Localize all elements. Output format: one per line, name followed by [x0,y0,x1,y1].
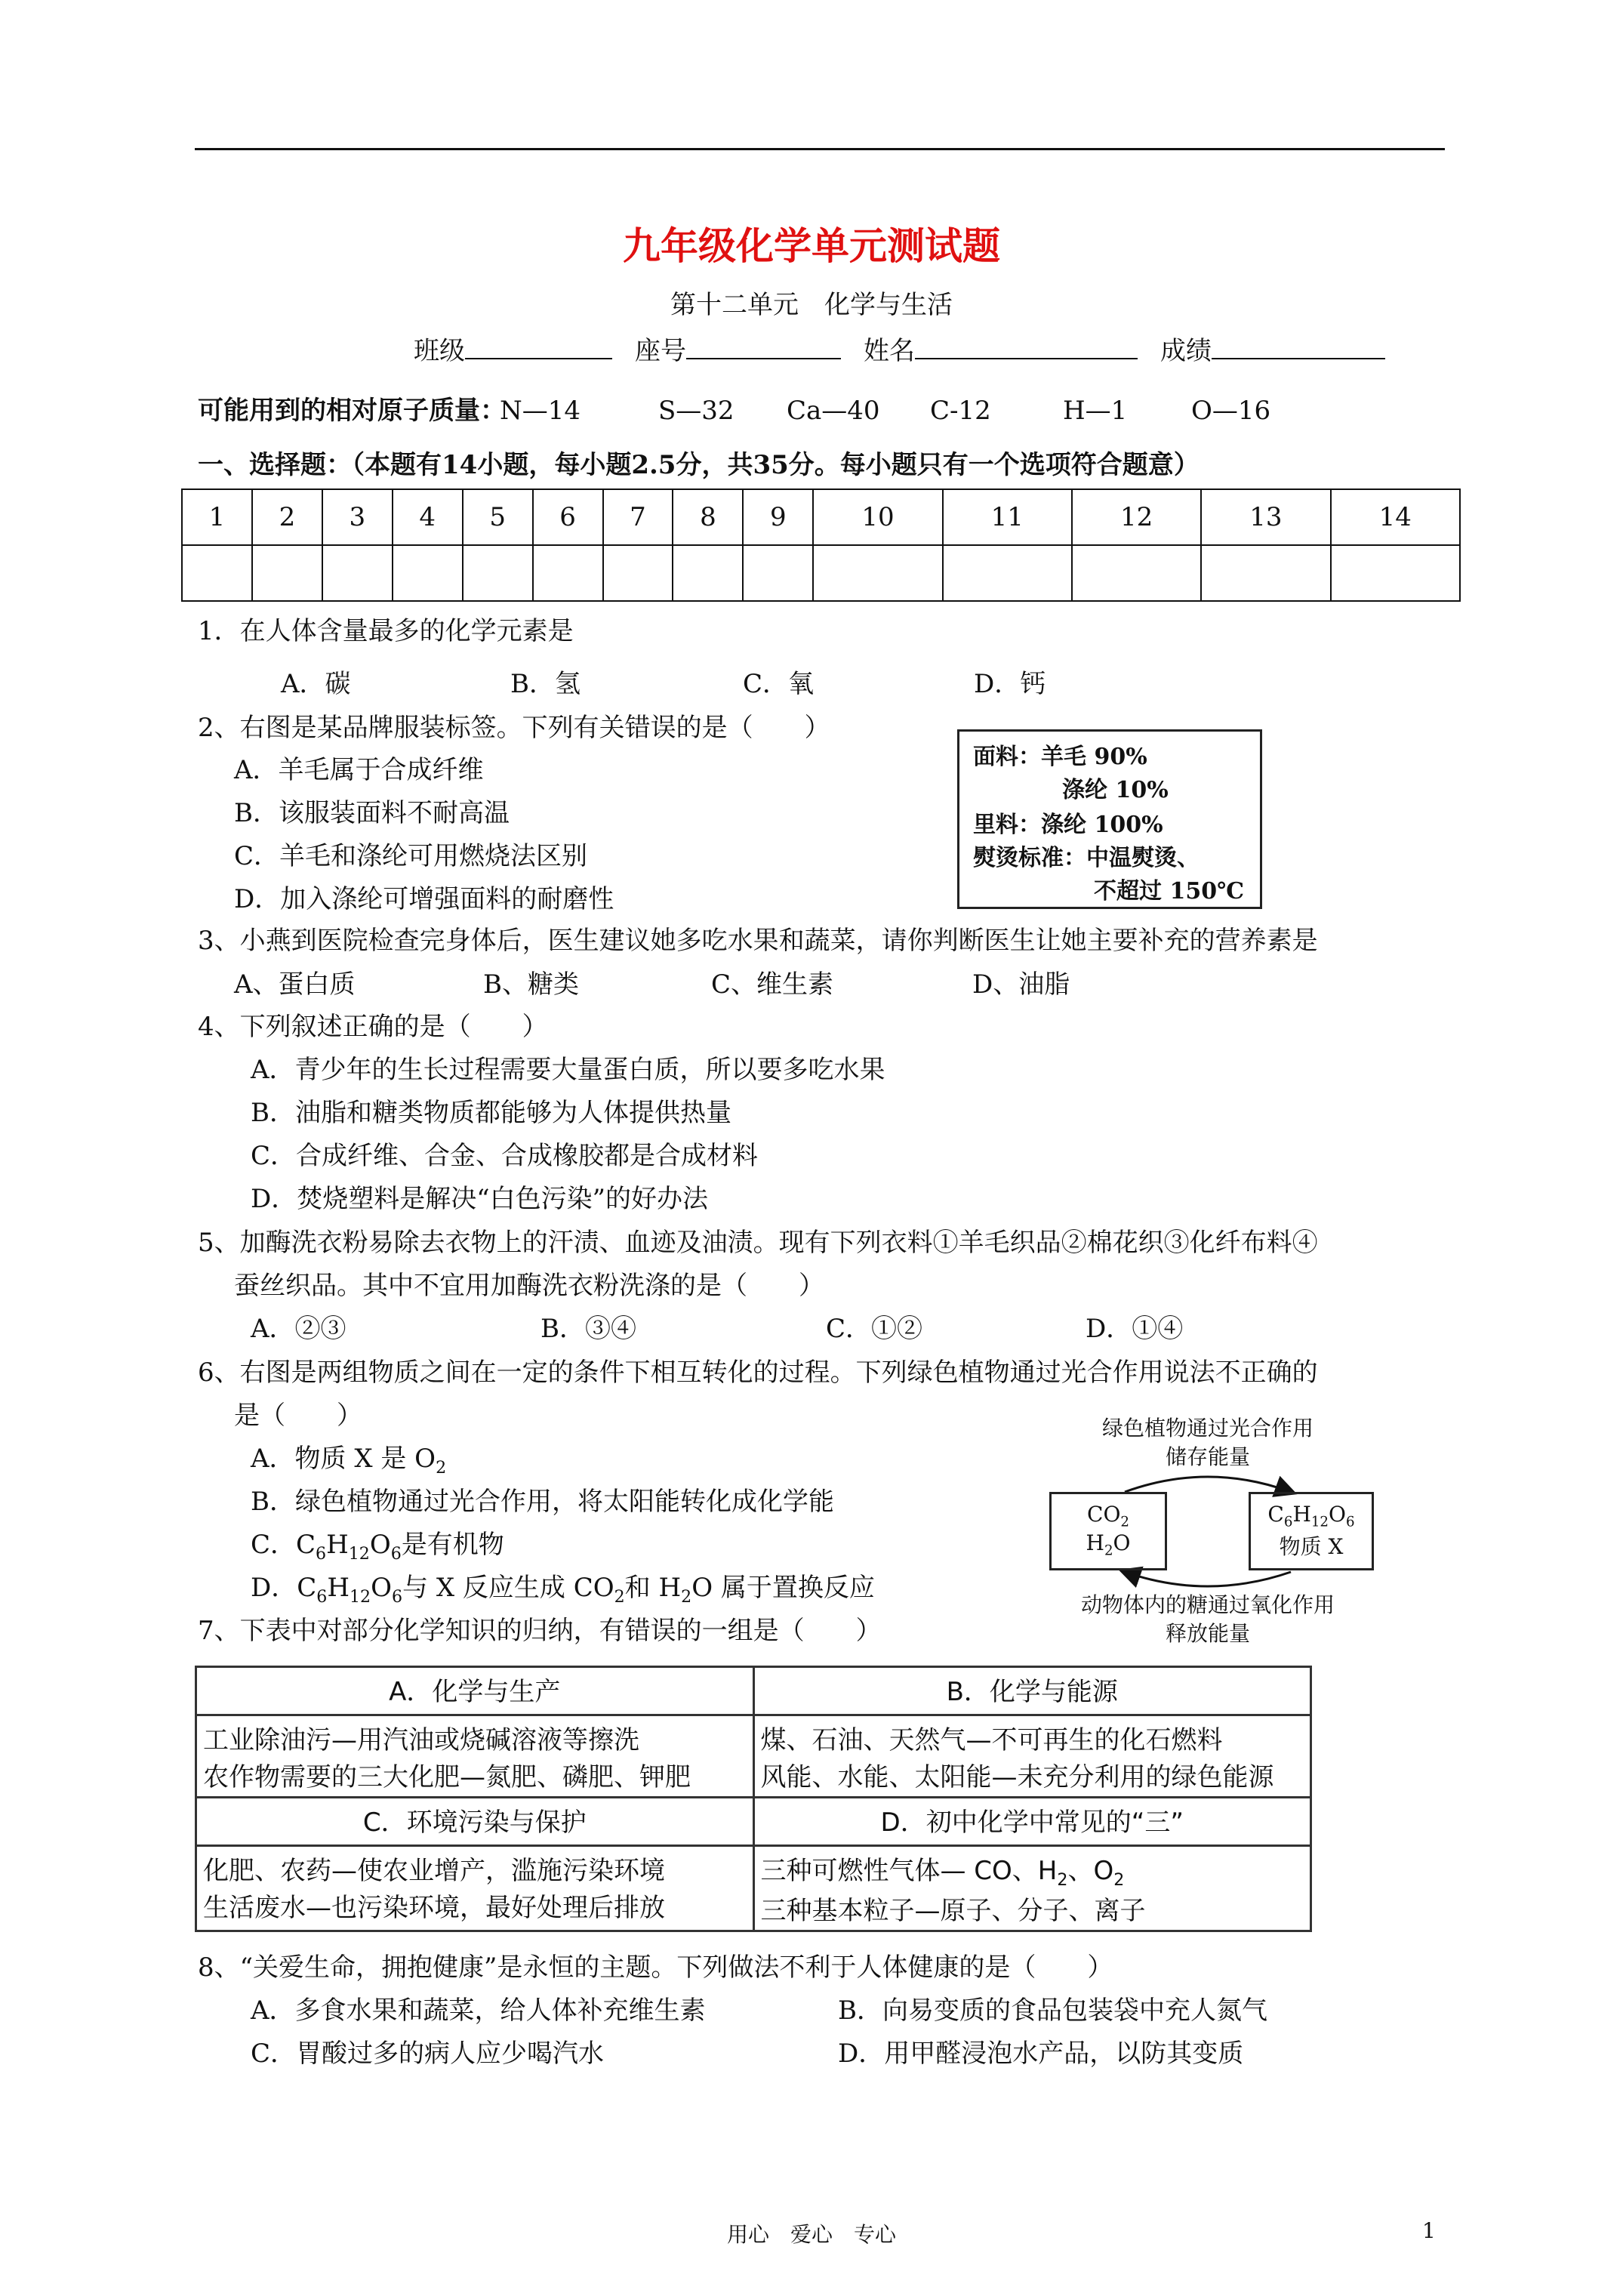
q1-stem: 1．在人体含量最多的化学元素是 [198,616,574,646]
summary-head-d: D．初中化学中常见的“三” [753,1798,1311,1846]
label-line: 里料：涤纶 100% [973,812,1163,838]
seat-label: 座号 [635,336,686,366]
summary-head-a: A．化学与生产 [196,1667,754,1715]
answer-col-header: 1 [182,489,252,545]
q3-option-b: B、糖类 [483,969,579,1000]
answer-cell[interactable] [813,545,942,601]
q3-option-d: D、油脂 [972,969,1070,1000]
page-title: 九年级化学单元测试题 [623,223,1000,268]
q2-option-d: D．加入涤纶可增强面料的耐磨性 [234,884,614,914]
student-info-fields [414,334,1385,367]
clothing-label-figure [957,729,1262,909]
q5-stem-line1: 5、加酶洗衣粉易除去衣物上的汗渍、血迹及油渍。现有下列衣料①羊毛织品②棉花织③化纤布料④ [198,1228,1318,1258]
answer-cell[interactable] [603,545,673,601]
q4-option-c: C．合成纤维、合金、合成橡胶都是合成材料 [251,1141,759,1171]
summary-cell-d: 三种可燃性气体— CO、$H_2$、$O_2$ 三种基本粒子—原子、分子、离子 [753,1846,1311,1931]
q5-option-d: D．①④ [1086,1314,1184,1344]
class-blank[interactable] [465,334,612,359]
answer-col-header: 4 [393,489,463,545]
answer-cell[interactable] [463,545,533,601]
atomic-mass-n: N—14 [500,396,581,426]
q8-option-c: C．胃酸过多的病人应少喝汽水 [251,2039,605,2069]
answer-col-header: 13 [1201,489,1330,545]
atomic-mass-h: H—1 [1063,396,1128,426]
q6-stem-line1: 6、右图是两组物质之间在一定的条件下相互转化的过程。下列绿色植物通过光合作用说法不正确的 [198,1358,1318,1388]
section-heading: 一、选择题：（本题有14小题，每小题2.5分，共35分。每小题只有一个选项符合题意） [198,450,1200,480]
answer-col-header: 5 [463,489,533,545]
q8-option-d: D．用甲醛浸泡水产品，以防其变质 [838,2039,1244,2069]
knowledge-summary-table [195,1666,1312,1932]
q5-option-c: C．①② [826,1314,923,1344]
q6-option-c: C．$C_6H_{12}O_6$是有机物 [251,1530,504,1564]
footer-motto: 用心 爱心 专心 [726,2222,896,2247]
q2-option-c: C．羊毛和涤纶可用燃烧法区别 [234,841,588,871]
summary-cell-b: 煤、石油、天然气—不可再生的化石燃料 风能、水能、太阳能—未充分利用的绿色能源 [753,1715,1311,1798]
answer-table-header-row [182,489,1460,545]
class-label: 班级 [414,336,465,366]
q4-option-a: A．青少年的生长过程需要大量蛋白质，所以要多吃水果 [251,1055,885,1085]
q3-option-a: A、蛋白质 [234,969,356,1000]
q5-option-a: A．②③ [251,1314,346,1344]
answer-col-header: 14 [1331,489,1460,545]
photosynthesis-diagram [1042,1409,1374,1650]
answer-cell[interactable] [252,545,322,601]
answer-table-answer-row [182,545,1460,601]
q5-option-b: B．③④ [540,1314,636,1344]
answer-cell[interactable] [533,545,603,601]
answer-cell[interactable] [743,545,813,601]
answer-col-header: 12 [1072,489,1201,545]
label-line: 熨烫标准：中温熨烫、 [973,845,1200,871]
q1-option-a: A．碳 [281,669,351,699]
atomic-mass-s: S—32 [658,396,735,426]
reactants-box: $CO_2$ $H_2O$ [1049,1492,1167,1570]
diagram-bottom-caption: 动物体内的糖通过氧化作用 [1080,1592,1335,1617]
answer-col-header: 11 [943,489,1072,545]
label-line: 涤纶 10% [1062,777,1169,803]
answer-cell[interactable] [182,545,252,601]
answer-cell[interactable] [322,545,393,601]
name-label: 姓名 [864,336,915,366]
products-box: $C_6H_{12}O_6$ 物质 X [1249,1492,1374,1570]
score-label: 成绩 [1160,336,1212,366]
page-number: 1 [1422,2218,1436,2243]
answer-col-header: 9 [743,489,813,545]
answer-col-header: 8 [673,489,743,545]
answer-table [181,488,1461,602]
q3-option-c: C、维生素 [711,969,834,1000]
q1-option-c: C．氧 [743,669,815,699]
q8-stem: 8、“关爱生命，拥抱健康”是永恒的主题。下列做法不利于人体健康的是（ ） [198,1952,1113,1983]
q2-stem: 2、右图是某品牌服装标签。下列有关错误的是（ ） [198,713,830,743]
label-line: 面料：羊毛 90% [973,744,1147,770]
q6-option-b: B．绿色植物通过光合作用，将太阳能转化成化学能 [251,1487,834,1517]
q8-option-b: B．向易变质的食品包装袋中充人氮气 [838,1996,1267,2026]
q6-stem-line2: 是（ ） [234,1401,362,1431]
q4-stem: 4、下列叙述正确的是（ ） [198,1012,548,1042]
atomic-mass-label: 可能用到的相对原子质量： [198,396,506,426]
answer-cell[interactable] [673,545,743,601]
q6-option-d: D．$C_6H_{12}O_6$与 X 反应生成 $CO_2$和 $H_2O$ 属于置换反应 [251,1573,875,1607]
answer-cell[interactable] [393,545,463,601]
diagram-top-caption-2: 储存能量 [1165,1444,1250,1469]
q8-option-a: A．多食水果和蔬菜，给人体补充维生素 [251,1996,706,2026]
answer-col-header: 2 [252,489,322,545]
answer-cell[interactable] [1331,545,1460,601]
q2-option-b: B．该服装面料不耐高温 [234,798,510,828]
page-subtitle: 第十二单元 化学与生活 [670,290,953,320]
answer-cell[interactable] [943,545,1072,601]
q4-option-d: D．焚烧塑料是解决“白色污染”的好办法 [251,1184,709,1214]
atomic-mass-c: C-12 [930,396,991,426]
q5-stem-line2: 蚕丝织品。其中不宜用加酶洗衣粉洗涤的是（ ） [234,1271,824,1301]
answer-col-header: 7 [603,489,673,545]
summary-cell-c: 化肥、农药—使农业增产，滥施污染环境 生活废水—也污染环境，最好处理后排放 [196,1846,754,1931]
q1-option-d: D．钙 [974,669,1046,699]
summary-cell-a: 工业除油污—用汽油或烧碱溶液等擦洗 农作物需要的三大化肥—氮肥、磷肥、钾肥 [196,1715,754,1798]
answer-cell[interactable] [1201,545,1330,601]
seat-blank[interactable] [686,334,841,359]
atomic-mass-ca: Ca—40 [787,396,880,426]
answer-cell[interactable] [1072,545,1201,601]
summary-head-c: C．环境污染与保护 [196,1798,754,1846]
name-blank[interactable] [915,334,1138,359]
diagram-top-caption: 绿色植物通过光合作用 [1101,1416,1313,1441]
q6-option-a: A．物质 X 是 $O_2$ [251,1444,447,1478]
q1-option-b: B．氢 [510,669,581,699]
q4-option-b: B．油脂和糖类物质都能够为人体提供热量 [251,1098,731,1128]
answer-col-header: 6 [533,489,603,545]
header-rule [195,148,1445,150]
diagram-bottom-caption-2: 释放能量 [1165,1621,1250,1646]
q3-stem: 3、小燕到医院检查完身体后，医生建议她多吃水果和蔬菜，请你判断医生让她主要补充的营养素是 [198,926,1318,956]
label-line: 不超过 150℃ [1094,878,1245,905]
answer-col-header: 10 [813,489,942,545]
q7-stem: 7、下表中对部分化学知识的归纳，有错误的一组是（ ） [198,1616,882,1646]
answer-col-header: 3 [322,489,393,545]
score-blank[interactable] [1212,334,1385,359]
summary-head-b: B．化学与能源 [753,1667,1311,1715]
atomic-mass-o: O—16 [1191,396,1271,426]
q2-option-a: A．羊毛属于合成纤维 [234,755,484,785]
